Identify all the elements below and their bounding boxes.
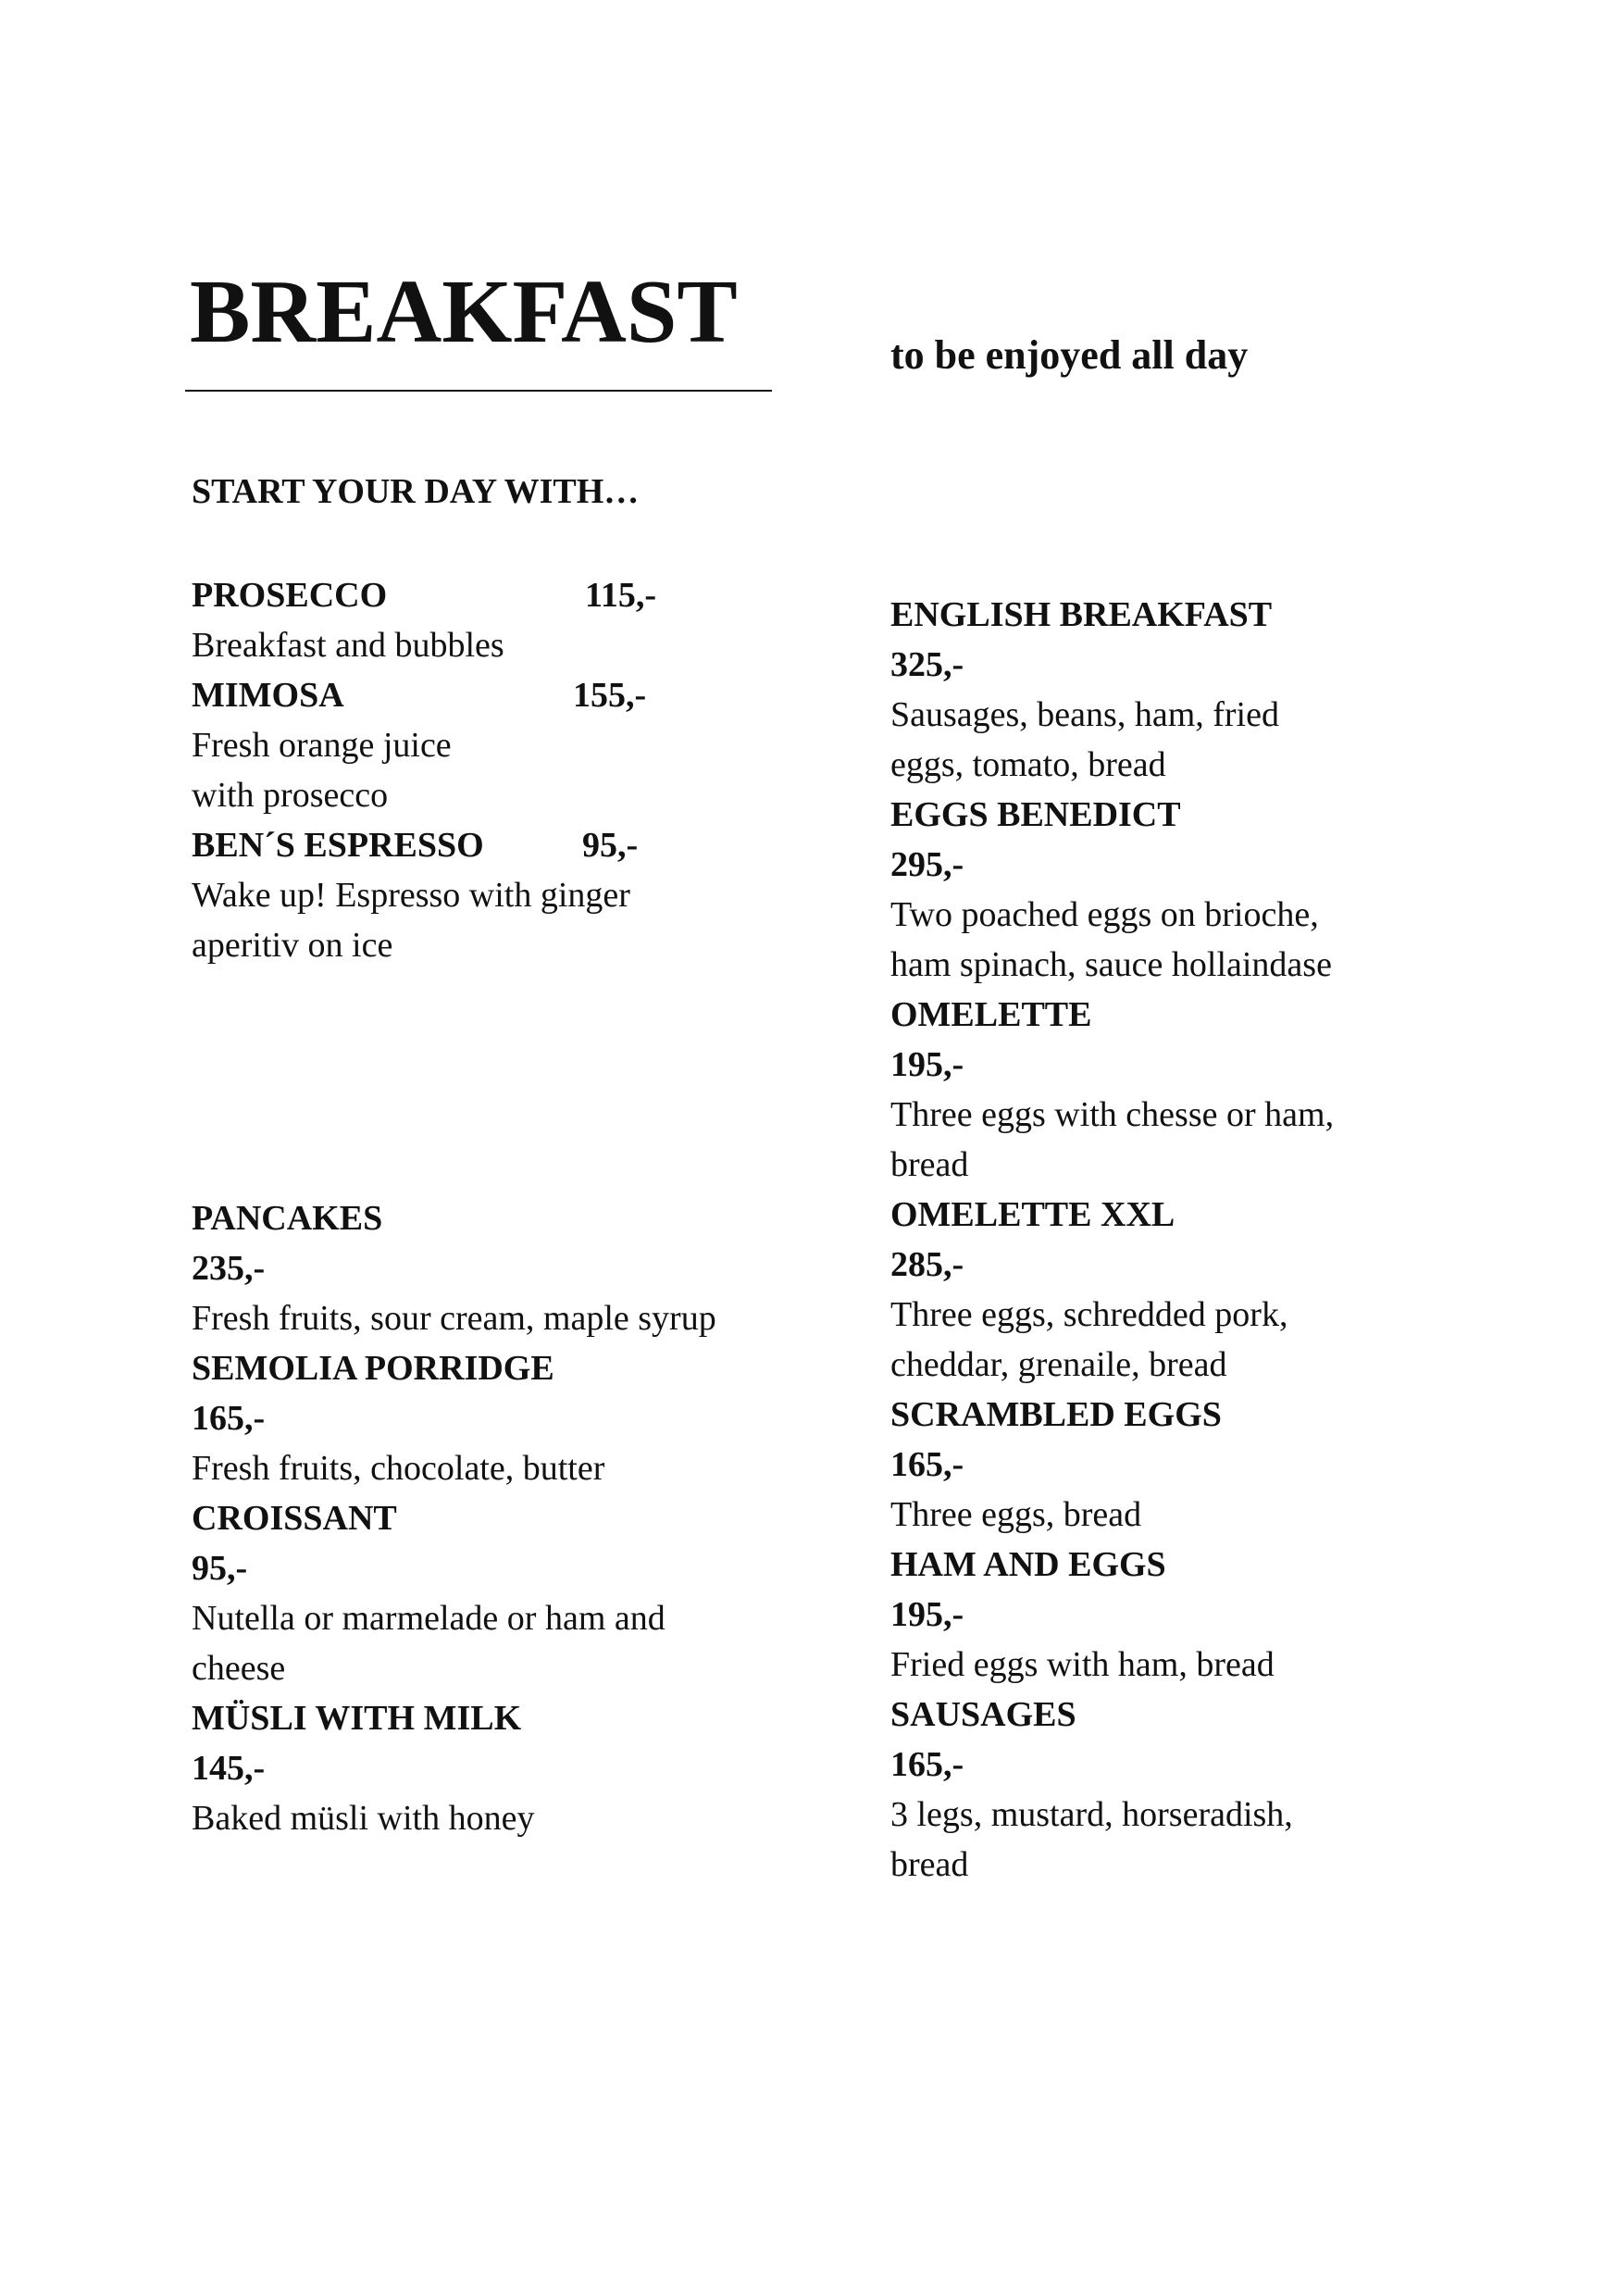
item-description: Baked müsli with honey xyxy=(192,1799,535,1838)
item-description: Fresh fruits, sour cream, maple syrup xyxy=(192,1299,716,1338)
menu-item xyxy=(192,1693,784,1843)
item-price: 165,- xyxy=(192,1399,266,1438)
item-name: BEN´S ESPRESSO xyxy=(192,826,484,865)
item-price: 115,- xyxy=(585,576,657,615)
menu-item xyxy=(890,1390,1409,1540)
item-description: cheese xyxy=(192,1649,286,1688)
item-description: with prosecco xyxy=(192,776,389,815)
item-name: EGGS BENEDICT xyxy=(890,795,1181,834)
item-price: 295,- xyxy=(890,845,964,884)
item-name: SCRAMBLED EGGS xyxy=(890,1395,1222,1434)
left-food-list xyxy=(192,1193,784,1843)
menu-item xyxy=(192,1493,784,1693)
page-subtitle: to be enjoyed all day xyxy=(890,332,1249,378)
item-price: 95,- xyxy=(192,1549,248,1588)
menu-item xyxy=(890,1540,1409,1690)
item-price: 195,- xyxy=(890,1595,964,1634)
item-name: SEMOLIA PORRIDGE xyxy=(192,1349,554,1388)
menu-item xyxy=(192,1343,784,1493)
menu-item xyxy=(192,670,784,820)
item-price: 145,- xyxy=(192,1749,266,1788)
item-description: Nutella or marmelade or ham and xyxy=(192,1599,665,1638)
item-price: 285,- xyxy=(890,1245,964,1284)
page-title: BREAKFAST xyxy=(190,262,738,362)
item-description: eggs, tomato, bread xyxy=(890,745,1166,784)
item-name: OMELETTE xyxy=(890,995,1092,1034)
item-name: MIMOSA xyxy=(192,676,344,715)
item-description: Breakfast and bubbles xyxy=(192,626,504,665)
item-description: cheddar, grenaile, bread xyxy=(890,1345,1227,1384)
item-price: 195,- xyxy=(890,1045,964,1084)
title-underline xyxy=(185,390,772,392)
item-price: 165,- xyxy=(890,1445,964,1484)
menu-item xyxy=(890,1190,1409,1390)
item-name: SAUSAGES xyxy=(890,1695,1076,1734)
menu-item xyxy=(890,1690,1409,1890)
item-description: Sausages, beans, ham, fried xyxy=(890,695,1279,734)
item-description: Fried eggs with ham, bread xyxy=(890,1645,1275,1684)
item-description: Wake up! Espresso with ginger xyxy=(192,876,630,915)
item-description: Fresh orange juice xyxy=(192,726,452,765)
item-description: aperitiv on ice xyxy=(192,926,393,965)
menu-item xyxy=(890,990,1409,1190)
item-description: 3 legs, mustard, horseradish, xyxy=(890,1795,1293,1834)
item-description: Two poached eggs on brioche, xyxy=(890,895,1319,934)
menu-item xyxy=(192,570,784,670)
item-name: PROSECCO xyxy=(192,576,388,615)
item-description: Three eggs with chesse or ham, xyxy=(890,1095,1335,1134)
item-name: PANCAKES xyxy=(192,1199,383,1238)
item-price: 165,- xyxy=(890,1745,964,1784)
item-price: 325,- xyxy=(890,645,964,684)
drinks-heading: START YOUR DAY WITH… xyxy=(192,472,640,511)
item-description: bread xyxy=(890,1845,969,1884)
item-name: CROISSANT xyxy=(192,1499,397,1538)
item-name: ENGLISH BREAKFAST xyxy=(890,595,1273,634)
item-name: MÜSLI WITH MILK xyxy=(192,1699,522,1738)
item-description: Fresh fruits, chocolate, butter xyxy=(192,1449,605,1488)
drinks-list xyxy=(192,570,784,970)
item-name: HAM AND EGGS xyxy=(890,1545,1166,1584)
item-price: 95,- xyxy=(582,826,639,865)
menu-item xyxy=(192,820,784,970)
item-price: 235,- xyxy=(192,1249,266,1288)
item-description: ham spinach, sauce hollaindase xyxy=(890,945,1332,984)
menu-item xyxy=(192,1193,784,1343)
item-description: Three eggs, schredded pork, xyxy=(890,1295,1288,1334)
item-name: OMELETTE XXL xyxy=(890,1195,1175,1234)
item-description: Three eggs, bread xyxy=(890,1495,1142,1534)
item-price: 155,- xyxy=(573,676,647,715)
right-food-list xyxy=(890,590,1409,1890)
menu-item xyxy=(890,790,1409,990)
menu-item xyxy=(890,590,1409,790)
item-description: bread xyxy=(890,1145,969,1184)
